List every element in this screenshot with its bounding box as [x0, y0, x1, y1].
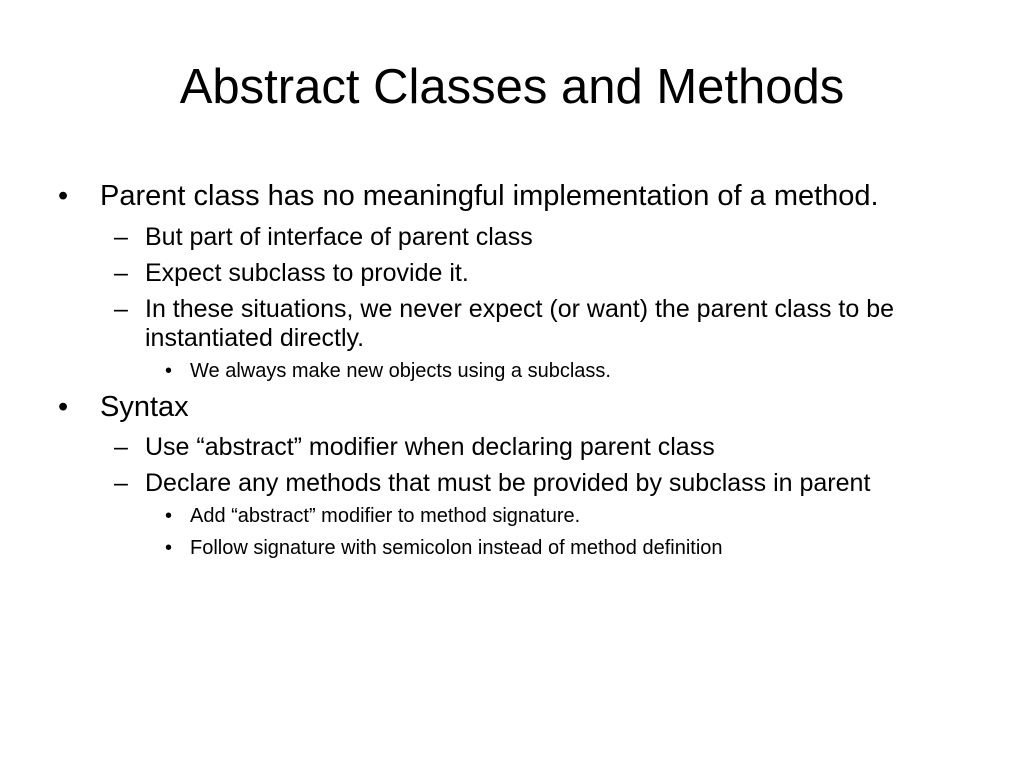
slide-title: Abstract Classes and Methods: [179, 60, 845, 114]
sub-bullet-declare-methods: [0, 469, 960, 498]
sub-sub-bullet-marker: •: [165, 359, 173, 382]
sub-sub-bullet-marker: •: [165, 505, 173, 528]
sub-bullet-text: Declare any methods that must be provided by subclass in parent: [145, 469, 871, 498]
bullet-marker: •: [58, 180, 69, 212]
sub-bullet-text: But part of interface of parent class: [145, 222, 533, 251]
sub-bullet-marker: –: [114, 258, 128, 287]
sub-bullet-abstract-modifier: [0, 433, 960, 462]
bullet-text: Syntax: [100, 390, 189, 423]
sub-bullet-never-instantiated: [0, 295, 960, 353]
sub-sub-bullet-text: We always make new objects using a subclass.: [190, 359, 611, 382]
sub-bullet-marker: –: [114, 294, 128, 323]
sub-sub-bullet-marker: •: [165, 536, 173, 559]
slide-content: [0, 180, 1000, 568]
sub-bullet-marker: –: [114, 433, 128, 462]
bullet-text: Parent class has no meaningful implementation of a method.: [100, 180, 879, 212]
sub-sub-bullet-text: Add “abstract” modifier to method signature.: [190, 505, 581, 528]
sub-sub-bullet-semicolon: [0, 537, 960, 560]
sub-bullet-marker: –: [114, 222, 128, 251]
bullet-parent-class: [0, 180, 940, 214]
bullet-marker: •: [58, 390, 69, 423]
sub-bullet-expect-subclass: [0, 259, 960, 288]
sub-bullet-text: In these situations, we never expect (or want) the parent class to be instantiated directly.: [145, 294, 895, 352]
sub-sub-bullet-method-signature: [0, 505, 960, 528]
sub-bullet-marker: –: [114, 469, 128, 498]
sub-bullet-interface: [0, 223, 960, 252]
sub-sub-bullet-text: Follow signature with semicolon instead of method definition: [190, 536, 723, 559]
sub-sub-bullet-new-objects: [0, 360, 960, 383]
sub-bullet-text: Expect subclass to provide it.: [145, 258, 469, 287]
bullet-syntax: [0, 391, 940, 425]
sub-bullet-text: Use “abstract” modifier when declaring parent class: [145, 433, 715, 462]
